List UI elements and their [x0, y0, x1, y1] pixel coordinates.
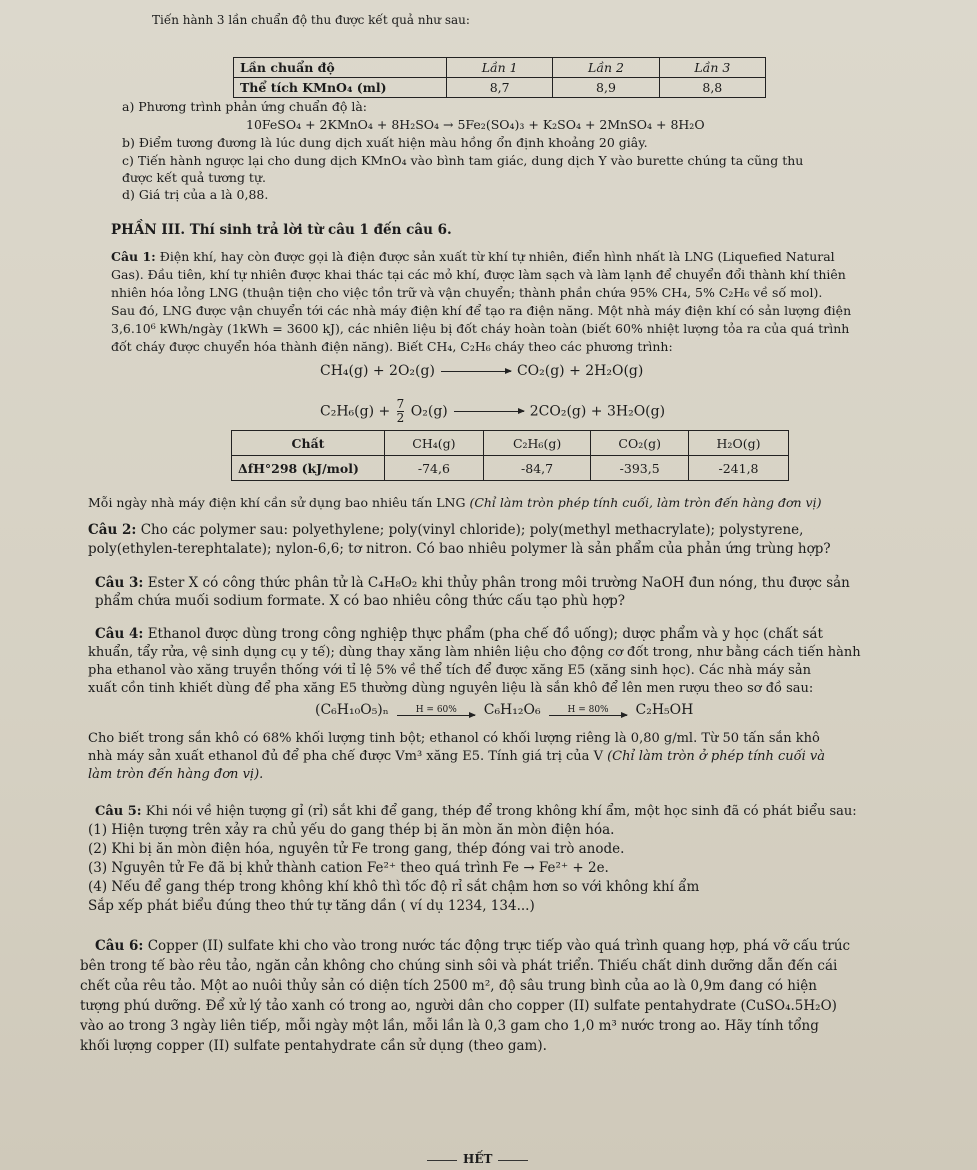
q2-text: Cho các polymer sau: polyethylene; poly(vinyl chloride); poly(methyl methacrylate); polystyrene,: [140, 522, 804, 538]
table-cell: -74,6: [385, 456, 484, 481]
q1-question: [88, 494, 821, 511]
q5-intro: Khi nói về hiện tượng gỉ (rỉ) sắt khi để gang, thép để trong không khí ẩm, một học sinh đã có phát biểu sau:: [145, 804, 857, 819]
table-cell: Chất: [232, 431, 385, 456]
table-cell: C₂H₆(g): [483, 431, 591, 456]
table-cell: -84,7: [483, 456, 591, 481]
table-cell: -241,8: [689, 456, 789, 481]
fraction-num: 7: [396, 397, 405, 411]
item-a: a) Phương trình phản ứng chuẩn độ là:: [122, 99, 367, 114]
arrow-icon: [397, 705, 475, 716]
q5-statement: (4) Nếu để gang thép trong không khí khô thì tốc độ rỉ sắt chậm hơn so với không khí ẩm: [88, 879, 700, 895]
q1-line: nhiên hóa lỏng LNG (thuận tiện cho việc tồn trữ và vận chuyển; thành phần chứa 95% CH₄, 5% C₂H₆ về số mol).: [111, 285, 823, 300]
q1-text: Điện khí, hay còn được gọi là điện được sản xuất từ khí tự nhiên, điển hình nhất là LNG (Liquefied Natural: [159, 249, 835, 264]
q1-line: 3,6.10⁶ kWh/ngày (1kWh = 3600 kJ), các nhiên liệu bị đốt cháy hoàn toàn (biết 60% nhiệt lượng tỏa ra của quá trình: [111, 321, 850, 336]
scheme-yield: H = 60%: [415, 704, 457, 715]
q3-label: Câu 3:: [95, 575, 144, 591]
arrow-icon: [454, 411, 524, 412]
table-cell: Thể tích KMnO₄ (ml): [234, 78, 447, 98]
q1-line: đốt cháy được chuyển hóa thành điện năng). Biết CH₄, C₂H₆ cháy theo các phương trình:: [111, 339, 673, 354]
q4-text: nhà máy sản xuất ethanol đủ để pha chế được Vm³ xăng E5. Tính giá trị của V: [88, 749, 603, 764]
table-cell: Lần 1: [447, 58, 553, 78]
q1-question-text: Mỗi ngày nhà máy điện khí cần sử dụng bao nhiêu tấn LNG: [88, 495, 466, 510]
arrow-icon: [549, 705, 627, 716]
q5-statement: (3) Nguyên tử Fe đã bị khử thành cation Fe²⁺ theo quá trình Fe → Fe²⁺ + 2e.: [88, 860, 609, 876]
q6-line: vào ao trong 3 ngày liên tiếp, mỗi ngày một lần, mỗi lần là 0,3 gam cho 1,0 m³ nước trong ao. Hãy tính tổng: [80, 1018, 819, 1034]
q3-line: [95, 575, 850, 592]
q6-line: chết của rêu tảo. Một ao nuôi thủy sản có diện tích 2500 m², độ sâu trung bình của ao là 0,9m đang có hiện: [80, 978, 817, 994]
fermentation-scheme: [315, 702, 693, 718]
q6-line: bên trong tế bào rêu tảo, ngăn cản không cho chúng sinh sôi và phát triển. Thiếu chất dinh dưỡng dẫn đến cái: [80, 958, 838, 974]
q6-line: [95, 938, 850, 955]
table-cell: CO₂(g): [591, 431, 689, 456]
q2-line: [88, 522, 803, 539]
titration-table: [233, 57, 766, 98]
item-c: c) Tiến hành ngược lại cho dung dịch KMnO₄ vào bình tam giác, dung dịch Y vào burette chúng ta cũng thu: [122, 153, 804, 168]
q4-line: pha ethanol vào xăng truyền thống với tỉ lệ 5% về thể tích để được xăng E5 (xăng sinh học). Các nhà máy sản: [88, 663, 811, 678]
eq-left: C₂H₆(g) +: [320, 403, 391, 420]
q2-line: poly(ethylen-terephtalate); nylon-6,6; tơ nitron. Có bao nhiêu polymer là sản phẩm của phản ứng trùng hợp?: [88, 541, 831, 557]
combustion-eq-1: [320, 363, 643, 379]
table-row: [234, 78, 766, 98]
scheme-ethanol: C₂H₅OH: [635, 702, 694, 718]
q4-label: Câu 4:: [95, 626, 144, 642]
fraction-den: 2: [396, 411, 405, 425]
scheme-yield: H = 80%: [567, 704, 609, 715]
q3-text: Ester X có công thức phân tử là C₄H₈O₂ khi thủy phân trong môi trường NaOH đun nóng, thu được sản: [147, 575, 850, 591]
table-row: [232, 456, 789, 481]
q5-label: Câu 5:: [95, 804, 142, 819]
table-cell: Lần 3: [659, 58, 765, 78]
item-c-cont: được kết quả tương tự.: [122, 170, 266, 185]
q4-note-cont: làm tròn đến hàng đơn vị).: [88, 767, 264, 782]
table-cell: -393,5: [591, 456, 689, 481]
table-cell: 8,9: [553, 78, 659, 98]
q1-line: Sau đó, LNG được vận chuyển tới các nhà máy điện khí để tạo ra điện năng. Một nhà máy điện khí có sản lượng điện: [111, 303, 852, 318]
q5-statement: (2) Khi bị ăn mòn điện hóa, nguyên tử Fe trong gang, thép đóng vai trò anode.: [88, 841, 625, 857]
q6-label: Câu 6:: [95, 938, 144, 954]
table-row: [234, 58, 766, 78]
q6-line: khối lượng copper (II) sulfate pentahydrate cần sử dụng (theo gam).: [80, 1038, 547, 1054]
q5-statement: Sắp xếp phát biểu đúng theo thứ tự tăng dần ( ví dụ 1234, 134...): [88, 898, 535, 914]
q4-text: Ethanol được dùng trong công nghiệp thực phẩm (pha chế đồ uống); dược phẩm và y học (chất sát: [147, 626, 823, 642]
table-cell: Lần 2: [553, 58, 659, 78]
table-cell: 8,7: [447, 78, 553, 98]
scheme-starch: (C₆H₁₀O₅)ₙ: [315, 702, 389, 718]
intro-text: Tiến hành 3 lần chuẩn độ thu được kết quả như sau:: [152, 13, 470, 27]
q2-label: Câu 2:: [88, 522, 137, 538]
eq-left-o2: O₂(g): [410, 403, 448, 420]
q1-line: [111, 248, 835, 265]
q4-line: xuất cồn tinh khiết dùng để pha xăng E5 thường dùng nguyên liệu là sắn khô để lên men rượu theo sơ đồ sau:: [88, 681, 814, 696]
q4-line: [95, 626, 823, 643]
eq-right: 2CO₂(g) + 3H₂O(g): [529, 403, 666, 420]
end-marker: HẾT: [463, 1152, 493, 1166]
reaction-equation: 10FeSO₄ + 2KMnO₄ + 8H₂SO₄ → 5Fe₂(SO₄)₃ + K₂SO₄ + 2MnSO₄ + 8H₂O: [246, 117, 705, 132]
q4-line: Cho biết trong sắn khô có 68% khối lượng tinh bột; ethanol có khối lượng riêng là 0,80 g/ml. Từ 50 tấn sắn khô: [88, 731, 820, 746]
scheme-glucose: C₆H₁₂O₆: [483, 702, 541, 718]
q1-label: Câu 1:: [111, 249, 156, 264]
eq-right: CO₂(g) + 2H₂O(g): [516, 363, 644, 379]
table-cell: Lần chuẩn độ: [234, 58, 447, 78]
q6-line: tượng phú dưỡng. Để xử lý tảo xanh có trong ao, người dân cho copper (II) sulfate pentahydrate (CuSO₄.5H₂O): [80, 998, 837, 1014]
item-b: b) Điểm tương đương là lúc dung dịch xuất hiện màu hồng ổn định khoảng 20 giây.: [122, 135, 648, 150]
q4-line: [88, 748, 825, 765]
table-cell: H₂O(g): [689, 431, 789, 456]
q4-note: (Chỉ làm tròn ở phép tính cuối và: [607, 749, 825, 764]
fraction: [397, 398, 405, 425]
q1-note: (Chỉ làm tròn phép tính cuối, làm tròn đến hàng đơn vị): [469, 495, 822, 510]
combustion-eq-2: [320, 398, 665, 425]
q5-statement: (1) Hiện tượng trên xảy ra chủ yếu do gang thép bị ăn mòn ăn mòn điện hóa.: [88, 822, 615, 838]
q6-text: Copper (II) sulfate khi cho vào trong nước tác động trực tiếp vào quá trình quang hợp, phá vỡ cấu trúc: [147, 938, 851, 954]
table-cell: CH₄(g): [385, 431, 484, 456]
enthalpy-table: [231, 430, 789, 481]
table-row: [232, 431, 789, 456]
q4-line: khuẩn, tẩy rửa, vệ sinh dụng cụ y tế); dùng thay xăng làm nhiên liệu cho động cơ đốt trong, như bằng cách tiến hành: [88, 645, 861, 660]
table-cell: ΔfH°298 (kJ/mol): [232, 456, 385, 481]
item-d: d) Giá trị của a là 0,88.: [122, 187, 269, 202]
eq-left: CH₄(g) + 2O₂(g): [320, 363, 435, 379]
arrow-icon: [441, 371, 511, 372]
part3-title: PHẦN III. Thí sinh trả lời từ câu 1 đến câu 6.: [111, 222, 452, 238]
q5-line: [95, 803, 857, 820]
q1-line: Gas). Đầu tiên, khí tự nhiên được khai thác tại các mỏ khí, được làm sạch và làm lạnh để chuyển đổi thành khí thiên: [111, 267, 846, 282]
q3-line: phẩm chứa muối sodium formate. X có bao nhiêu công thức cấu tạo phù hợp?: [95, 593, 625, 609]
table-cell: 8,8: [659, 78, 765, 98]
